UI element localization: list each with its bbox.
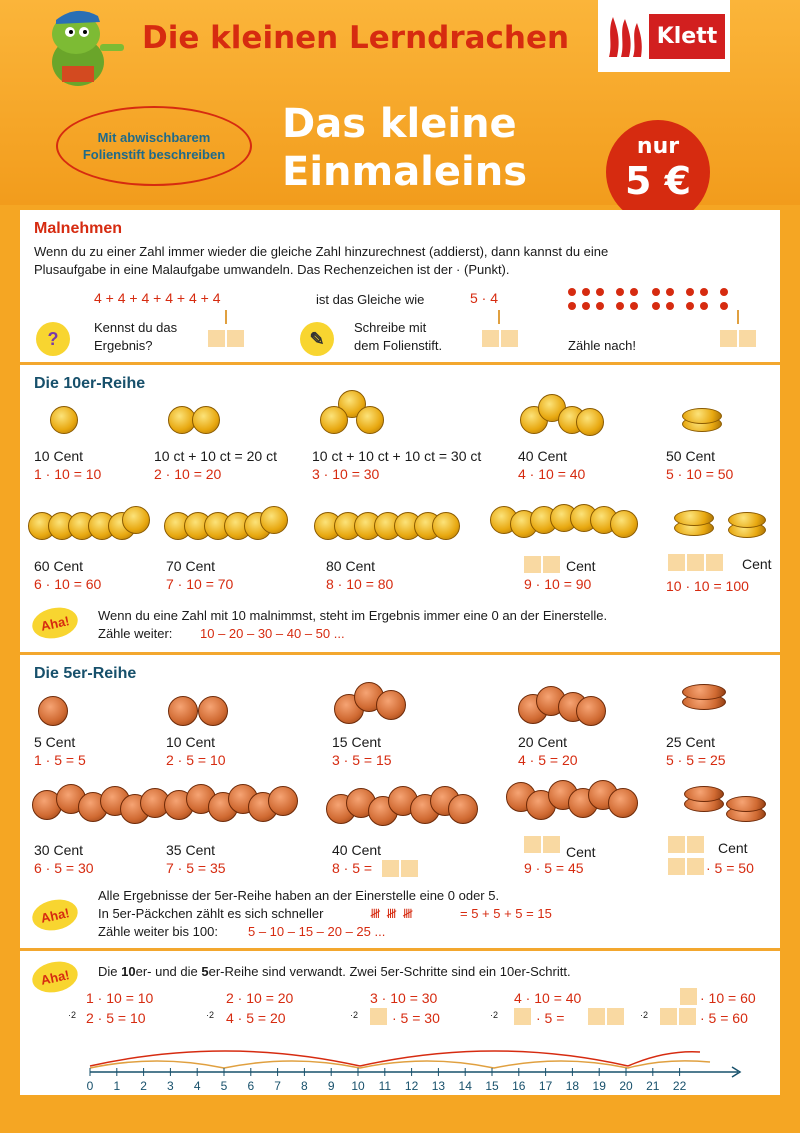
five-eq-6: 6 · 5 = 30 (34, 860, 94, 876)
answer-box[interactable] (227, 330, 244, 347)
axis-label: 17 (538, 1079, 553, 1093)
axis-label: 1 (113, 1079, 121, 1093)
five-label-3: 15 Cent (332, 734, 382, 750)
axis-label: 9 (327, 1079, 335, 1093)
five-note-1: Alle Ergebnisse der 5er-Reihe haben an der Einerstelle eine 0 oder 5. (98, 888, 500, 903)
axis-label: 16 (512, 1079, 526, 1093)
five-eq-1: 1 · 5 = 5 (34, 752, 86, 768)
double-marker: ·2 (206, 1010, 215, 1020)
axis-label: 3 (167, 1079, 174, 1093)
pair-bottom: 4 · 5 = 20 (226, 1010, 286, 1026)
ten-label-3: 10 ct + 10 ct + 10 ct = 30 ct (312, 448, 482, 464)
ten-eq-8: 8 · 10 = 80 (326, 576, 394, 592)
ten-eq-1: 1 · 10 = 10 (34, 466, 102, 482)
marker-note-line2: Folienstift beschreiben (82, 147, 226, 162)
axis-label: 6 (247, 1079, 255, 1093)
relation-text-e: er-Reihe sind verwandt. Zwei 5er-Schritte sind ein 10er-Schritt. (208, 964, 571, 979)
axis-label: 13 (431, 1079, 446, 1093)
relation-text-c: er- und die (135, 964, 202, 979)
five-label-9: Cent (566, 844, 596, 860)
five-label-1: 5 Cent (34, 734, 76, 750)
klett-leaf-icon (603, 13, 645, 59)
aha-badge: Aha! (29, 604, 80, 643)
pen-icon: ✎ (300, 322, 334, 356)
answer-box[interactable] (679, 1008, 696, 1025)
axis-label: 10 (351, 1079, 365, 1093)
answer-box[interactable] (687, 554, 704, 571)
pair-bottom: · 5 = 60 (700, 1010, 748, 1026)
header (0, 0, 800, 205)
answer-box[interactable] (739, 330, 756, 347)
double-marker: ·2 (350, 1010, 359, 1020)
mal-sum: 4 + 4 + 4 + 4 + 4 + 4 (94, 290, 221, 306)
jump-arrow-10 (628, 1052, 700, 1066)
q2-line1: Schreibe mit (354, 320, 427, 335)
q1-line2: Ergebnis? (94, 338, 153, 353)
double-marker: ·2 (68, 1010, 77, 1020)
pair-bottom: · 5 = 30 (392, 1010, 440, 1026)
page-title (282, 100, 527, 196)
answer-box[interactable] (501, 330, 518, 347)
title-line1: Das kleine (282, 101, 517, 147)
five-label-6: 30 Cent (34, 842, 84, 858)
question-icon: ? (36, 322, 70, 356)
ten-label-2: 10 ct + 10 ct = 20 ct (154, 448, 277, 464)
marker-note-line1: Mit abwischbarem (97, 130, 211, 145)
axis-label: 7 (274, 1079, 281, 1093)
ten-note-2: Zähle weiter: (98, 626, 173, 641)
answer-box[interactable] (208, 330, 225, 347)
pair-top: 3 · 10 = 30 (370, 990, 438, 1006)
five-eq-2: 2 · 5 = 10 (166, 752, 226, 768)
five-note-2: In 5er-Päckchen zählt es sich schneller (98, 906, 324, 921)
axis-label: 5 (220, 1079, 228, 1093)
klett-logo (598, 0, 730, 72)
answer-box[interactable] (607, 1008, 624, 1025)
pair-top: · 10 = 60 (700, 990, 756, 1006)
relation-text-d: 5 (201, 964, 209, 979)
divider (20, 948, 780, 951)
five-label-10: Cent (718, 840, 748, 856)
ten-eq-6: 6 · 10 = 60 (34, 576, 102, 592)
arrow-down-icon (225, 310, 227, 324)
axis-label: 4 (193, 1079, 201, 1093)
ten-note-1: Wenn du eine Zahl mit 10 malnimmst, steht im Ergebnis immer eine 0 an der Einerstelle. (98, 608, 608, 623)
ten-eq-2: 2 · 10 = 20 (154, 466, 222, 482)
jump-arrow-5 (90, 1061, 710, 1068)
relation-text-b: 10 (121, 964, 136, 979)
axis-label: 11 (378, 1079, 392, 1093)
answer-box[interactable] (687, 858, 704, 875)
answer-box[interactable] (524, 836, 541, 853)
answer-box[interactable] (588, 1008, 605, 1025)
aha-badge: Aha! (29, 958, 80, 997)
answer-box[interactable] (720, 330, 737, 347)
pair-top: 1 · 10 = 10 (86, 990, 154, 1006)
ten-eq-4: 4 · 10 = 40 (518, 466, 586, 482)
ten-label-4: 40 Cent (518, 448, 568, 464)
mal-paragraph-2: Plusaufgabe in eine Malaufgabe umwandeln. Das Rechenzeichen ist der · (Punkt). (34, 262, 510, 277)
klett-name: Klett (649, 14, 726, 59)
five-eq-9: 9 · 5 = 45 (524, 860, 584, 876)
double-marker: ·2 (640, 1010, 649, 1020)
number-line (20, 1026, 780, 1094)
five-eq-10: · 5 = 50 (706, 860, 754, 876)
section-title-malnehmen: Malnehmen (34, 220, 123, 237)
mal-paragraph-1: Wenn du zu einer Zahl immer wieder die gleiche Zahl hinzurechnest (addierst), dann kannst du eine (34, 244, 609, 259)
axis-label: 18 (565, 1079, 580, 1093)
axis-label: 22 (672, 1079, 687, 1093)
ten-label-9: Cent (566, 558, 596, 574)
ten-eq-9: 9 · 10 = 90 (524, 576, 592, 592)
content-panel (20, 210, 780, 1095)
section-title-10er: Die 10er-Reihe (34, 375, 146, 392)
answer-box[interactable] (543, 836, 560, 853)
five-label-7: 35 Cent (166, 842, 216, 858)
five-label-2: 10 Cent (166, 734, 216, 750)
mal-product: 5 · 4 (470, 290, 499, 306)
title-line2: Einmaleins (282, 149, 528, 195)
axis-label: 19 (592, 1079, 606, 1093)
five-eq-7: 7 · 5 = 35 (166, 860, 226, 876)
answer-box[interactable] (524, 556, 541, 573)
pair-bottom: · 5 = (536, 1010, 565, 1026)
answer-box[interactable] (482, 330, 499, 347)
answer-box[interactable] (514, 1008, 531, 1025)
axis-label: 12 (404, 1079, 419, 1093)
answer-box[interactable] (382, 860, 399, 877)
answer-box[interactable] (706, 554, 723, 571)
answer-box[interactable] (668, 836, 685, 853)
q1-line1: Kennst du das (94, 320, 178, 335)
pair-top: 4 · 10 = 40 (514, 990, 582, 1006)
axis-label: 21 (646, 1079, 660, 1093)
axis-label: 0 (86, 1079, 94, 1093)
brand-title: Die kleinen Lerndrachen (142, 20, 570, 56)
tally-marks-icon: 𝍸 𝍸 𝍸 (370, 906, 415, 921)
price-label: nur (636, 134, 680, 159)
axis-label: 8 (301, 1079, 308, 1093)
relation-text-a: Die (98, 964, 122, 979)
axis-label: 15 (485, 1079, 499, 1093)
marker-note (56, 106, 252, 186)
axis-label: 14 (458, 1079, 472, 1093)
five-note-3-seq: 5 – 10 – 15 – 20 – 25 ... (248, 924, 386, 939)
five-eq-5: 5 · 5 = 25 (666, 752, 726, 768)
ten-eq-3: 3 · 10 = 30 (312, 466, 380, 482)
answer-box[interactable] (660, 1008, 677, 1025)
footer (0, 1100, 800, 1133)
answer-box[interactable] (370, 1008, 387, 1025)
section-title-5er: Die 5er-Reihe (34, 665, 137, 682)
q3: Zähle nach! (568, 338, 636, 353)
ten-label-7: 70 Cent (166, 558, 216, 574)
five-note-2-eq: = 5 + 5 + 5 = 15 (460, 906, 552, 921)
five-eq-8: 8 · 5 = (332, 860, 373, 876)
q2-line2: dem Folienstift. (354, 338, 443, 353)
ten-eq-7: 7 · 10 = 70 (166, 576, 234, 592)
ten-eq-5: 5 · 10 = 50 (666, 466, 734, 482)
five-eq-4: 4 · 5 = 20 (518, 752, 578, 768)
answer-box[interactable] (687, 836, 704, 853)
five-eq-3: 3 · 5 = 15 (332, 752, 392, 768)
ten-eq-10: 10 · 10 = 100 (666, 578, 749, 594)
jump-arrow-10 (90, 1051, 360, 1066)
arrow-down-icon (737, 310, 739, 324)
ten-label-5: 50 Cent (666, 448, 716, 464)
aha-badge: Aha! (29, 896, 80, 935)
price-value: 5 € (624, 159, 692, 203)
ten-label-8: 80 Cent (326, 558, 376, 574)
ten-note-seq: 10 – 20 – 30 – 40 – 50 ... (200, 626, 345, 641)
double-marker: ·2 (490, 1010, 499, 1020)
price-badge (606, 120, 710, 224)
answer-box[interactable] (668, 858, 685, 875)
divider (20, 652, 780, 655)
ten-label-6: 60 Cent (34, 558, 84, 574)
answer-box[interactable] (668, 554, 685, 571)
mal-same-as: ist das Gleiche wie (316, 292, 425, 307)
five-label-5: 25 Cent (666, 734, 716, 750)
dragon-mascot-icon (38, 4, 124, 86)
pair-bottom: 2 · 5 = 10 (86, 1010, 146, 1026)
relation-text (98, 964, 571, 979)
axis-label: 2 (140, 1079, 147, 1093)
five-label-8: 40 Cent (332, 842, 382, 858)
axis-label: 20 (619, 1079, 633, 1093)
five-label-4: 20 Cent (518, 734, 568, 750)
pair-top: 2 · 10 = 20 (226, 990, 294, 1006)
arrow-down-icon (498, 310, 500, 324)
answer-box[interactable] (543, 556, 560, 573)
answer-box[interactable] (680, 988, 697, 1005)
answer-box[interactable] (401, 860, 418, 877)
divider (20, 362, 780, 365)
jump-arrow-10 (360, 1051, 628, 1066)
ten-label-1: 10 Cent (34, 448, 84, 464)
ten-label-10: Cent (742, 556, 772, 572)
five-note-3: Zähle weiter bis 100: (98, 924, 218, 939)
